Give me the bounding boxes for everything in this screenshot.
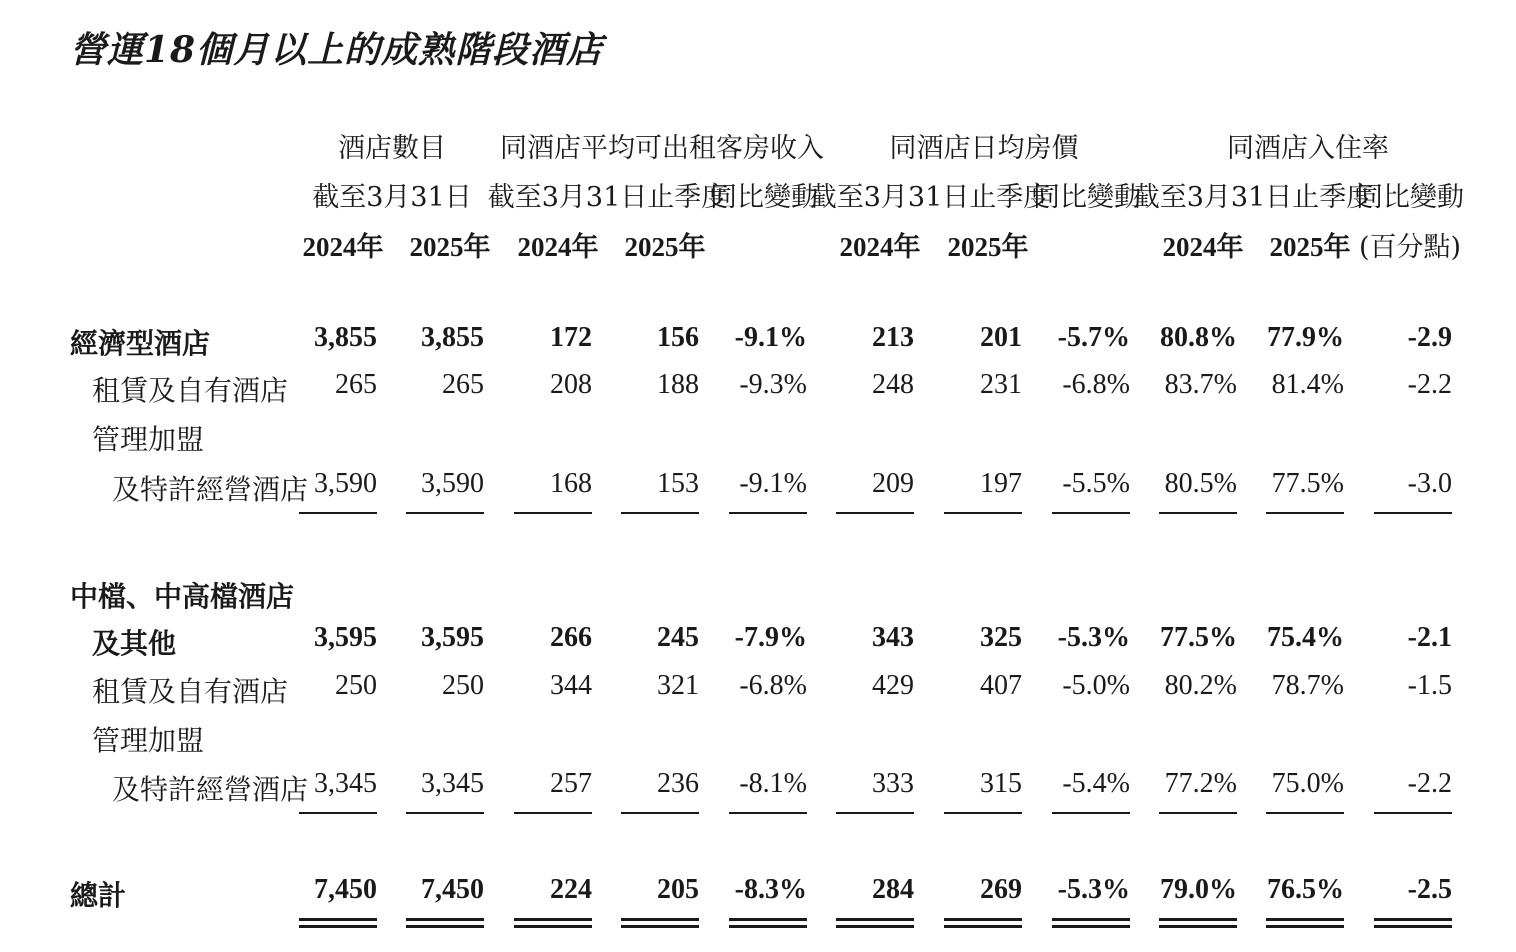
table-cell: 80.2% <box>1164 670 1237 701</box>
table-cell: 3,345 <box>314 768 377 799</box>
table-cell: -5.3% <box>1057 874 1130 905</box>
table-cell: 343 <box>872 622 914 653</box>
row-label: 及特許經營酒店 <box>112 773 309 806</box>
table-cell: 83.7% <box>1164 369 1237 400</box>
subtotal-underline <box>514 812 592 814</box>
row-label: 總計 <box>70 879 127 912</box>
row-label: 及其他 <box>92 627 177 660</box>
year-header: 2024年 <box>839 232 921 262</box>
table-cell: 7,450 <box>314 874 377 905</box>
table-cell: 333 <box>872 768 914 799</box>
row-label: 中檔、中高檔酒店 <box>70 580 295 613</box>
table-cell: 77.9% <box>1267 322 1344 353</box>
subtotal-underline <box>1052 812 1130 814</box>
table-cell: -5.4% <box>1062 768 1130 799</box>
subtotal-underline <box>836 812 914 814</box>
table-cell: 76.5% <box>1267 874 1344 905</box>
subtotal-underline <box>621 512 699 514</box>
table-cell: 209 <box>872 468 914 499</box>
row-label: 管理加盟 <box>92 423 205 456</box>
table-cell: -9.1% <box>734 322 807 353</box>
table-cell: -6.8% <box>1062 369 1130 400</box>
table-cell: -8.3% <box>734 874 807 905</box>
table-cell: 265 <box>335 369 377 400</box>
table-cell: -2.9 <box>1407 322 1452 353</box>
table-cell: 213 <box>872 322 914 353</box>
total-double-underline <box>944 918 1022 928</box>
table-cell: 3,590 <box>314 468 377 499</box>
pp-header: (百分點) <box>1358 232 1462 263</box>
table-cell: -5.7% <box>1057 322 1130 353</box>
table-cell: -5.0% <box>1062 670 1130 701</box>
table-cell: 81.4% <box>1271 369 1344 400</box>
year-header: 2024年 <box>517 232 599 262</box>
table-cell: 236 <box>657 768 699 799</box>
subtotal-underline <box>1374 812 1452 814</box>
table-cell: -8.1% <box>739 768 807 799</box>
table-cell: 78.7% <box>1271 670 1344 701</box>
table-cell: 269 <box>980 874 1022 905</box>
table-cell: 80.5% <box>1164 468 1237 499</box>
table-cell: 257 <box>550 768 592 799</box>
subtotal-underline <box>1159 512 1237 514</box>
table-cell: 172 <box>550 322 592 353</box>
table-cell: 153 <box>657 468 699 499</box>
row-label: 租賃及自有酒店 <box>92 374 289 407</box>
quarter-header: 截至3月31日止季度 <box>809 182 1051 213</box>
table-cell: 429 <box>872 670 914 701</box>
total-double-underline <box>406 918 484 928</box>
table-cell: -9.3% <box>739 369 807 400</box>
total-double-underline <box>1159 918 1237 928</box>
page-title: 營運18個月以上的成熟階段酒店 <box>70 29 604 71</box>
table-cell: -3.0 <box>1407 468 1452 499</box>
subtotal-underline <box>944 512 1022 514</box>
row-label: 及特許經營酒店 <box>112 473 309 506</box>
table-cell: 79.0% <box>1160 874 1237 905</box>
table-cell: 407 <box>980 670 1022 701</box>
year-header: 2025年 <box>409 232 491 262</box>
subtotal-underline <box>621 812 699 814</box>
column-group-header: 同酒店平均可出租客房收入 <box>500 133 824 164</box>
row-label: 經濟型酒店 <box>70 327 211 360</box>
subtotal-underline <box>514 512 592 514</box>
quarter-header: 截至3月31日止季度 <box>487 182 729 213</box>
table-cell: 156 <box>657 322 699 353</box>
total-double-underline <box>299 918 377 928</box>
yoy-header: 同比變動 <box>710 182 818 213</box>
subtotal-underline <box>729 512 807 514</box>
table-cell: 3,595 <box>421 622 484 653</box>
table-cell: 168 <box>550 468 592 499</box>
total-double-underline <box>1374 918 1452 928</box>
subtotal-underline <box>1374 512 1452 514</box>
table-cell: -5.3% <box>1057 622 1130 653</box>
total-double-underline <box>836 918 914 928</box>
subtotal-underline <box>299 512 377 514</box>
column-group-header: 同酒店入住率 <box>1227 133 1389 164</box>
table-cell: 315 <box>980 768 1022 799</box>
total-double-underline <box>514 918 592 928</box>
table-cell: 266 <box>550 622 592 653</box>
table-cell: 250 <box>442 670 484 701</box>
table-cell: -2.1 <box>1407 622 1452 653</box>
table-cell: 3,590 <box>421 468 484 499</box>
subtotal-underline <box>406 812 484 814</box>
year-header: 2025年 <box>947 232 1029 262</box>
table-cell: 75.0% <box>1271 768 1344 799</box>
subtotal-underline <box>836 512 914 514</box>
year-header: 2024年 <box>302 232 384 262</box>
table-cell: 7,450 <box>421 874 484 905</box>
subtotal-underline <box>1159 812 1237 814</box>
subtotal-underline <box>406 512 484 514</box>
subtotal-underline <box>299 812 377 814</box>
table-cell: 3,855 <box>314 322 377 353</box>
table-cell: 231 <box>980 369 1022 400</box>
table-cell: -5.5% <box>1062 468 1130 499</box>
table-cell: 284 <box>872 874 914 905</box>
total-double-underline <box>621 918 699 928</box>
table-cell: -2.2 <box>1407 369 1452 400</box>
table-cell: -2.2 <box>1407 768 1452 799</box>
asof-header: 截至3月31日 <box>312 182 472 213</box>
table-cell: 197 <box>980 468 1022 499</box>
table-cell: 245 <box>657 622 699 653</box>
subtotal-underline <box>729 812 807 814</box>
table-cell: 250 <box>335 670 377 701</box>
table-cell: 75.4% <box>1267 622 1344 653</box>
quarter-header: 截至3月31日止季度 <box>1132 182 1374 213</box>
table-cell: 321 <box>657 670 699 701</box>
table-cell: 201 <box>980 322 1022 353</box>
table-cell: 224 <box>550 874 592 905</box>
table-cell: 3,595 <box>314 622 377 653</box>
yoy-header: 同比變動 <box>1033 182 1141 213</box>
table-cell: 325 <box>980 622 1022 653</box>
table-cell: -2.5 <box>1407 874 1452 905</box>
table-cell: -9.1% <box>739 468 807 499</box>
year-header: 2025年 <box>1269 232 1351 262</box>
total-double-underline <box>1052 918 1130 928</box>
subtotal-underline <box>944 812 1022 814</box>
table-cell: 77.5% <box>1271 468 1344 499</box>
column-group-header: 酒店數目 <box>338 133 446 164</box>
table-cell: 3,345 <box>421 768 484 799</box>
yoy-header: 同比變動 <box>1356 182 1464 213</box>
total-double-underline <box>1266 918 1344 928</box>
table-cell: 3,855 <box>421 322 484 353</box>
table-cell: -7.9% <box>734 622 807 653</box>
year-header: 2025年 <box>624 232 706 262</box>
subtotal-underline <box>1266 812 1344 814</box>
row-label: 管理加盟 <box>92 724 205 757</box>
year-header: 2024年 <box>1162 232 1244 262</box>
table-cell: 248 <box>872 369 914 400</box>
total-double-underline <box>729 918 807 928</box>
table-cell: -6.8% <box>739 670 807 701</box>
row-label: 租賃及自有酒店 <box>92 675 289 708</box>
table-cell: 77.2% <box>1164 768 1237 799</box>
table-cell: 265 <box>442 369 484 400</box>
table-cell: 205 <box>657 874 699 905</box>
table-cell: 80.8% <box>1160 322 1237 353</box>
table-cell: 188 <box>657 369 699 400</box>
subtotal-underline <box>1052 512 1130 514</box>
table-cell: 77.5% <box>1160 622 1237 653</box>
table-cell: 208 <box>550 369 592 400</box>
subtotal-underline <box>1266 512 1344 514</box>
table-cell: 344 <box>550 670 592 701</box>
table-cell: -1.5 <box>1407 670 1452 701</box>
column-group-header: 同酒店日均房價 <box>889 133 1079 164</box>
